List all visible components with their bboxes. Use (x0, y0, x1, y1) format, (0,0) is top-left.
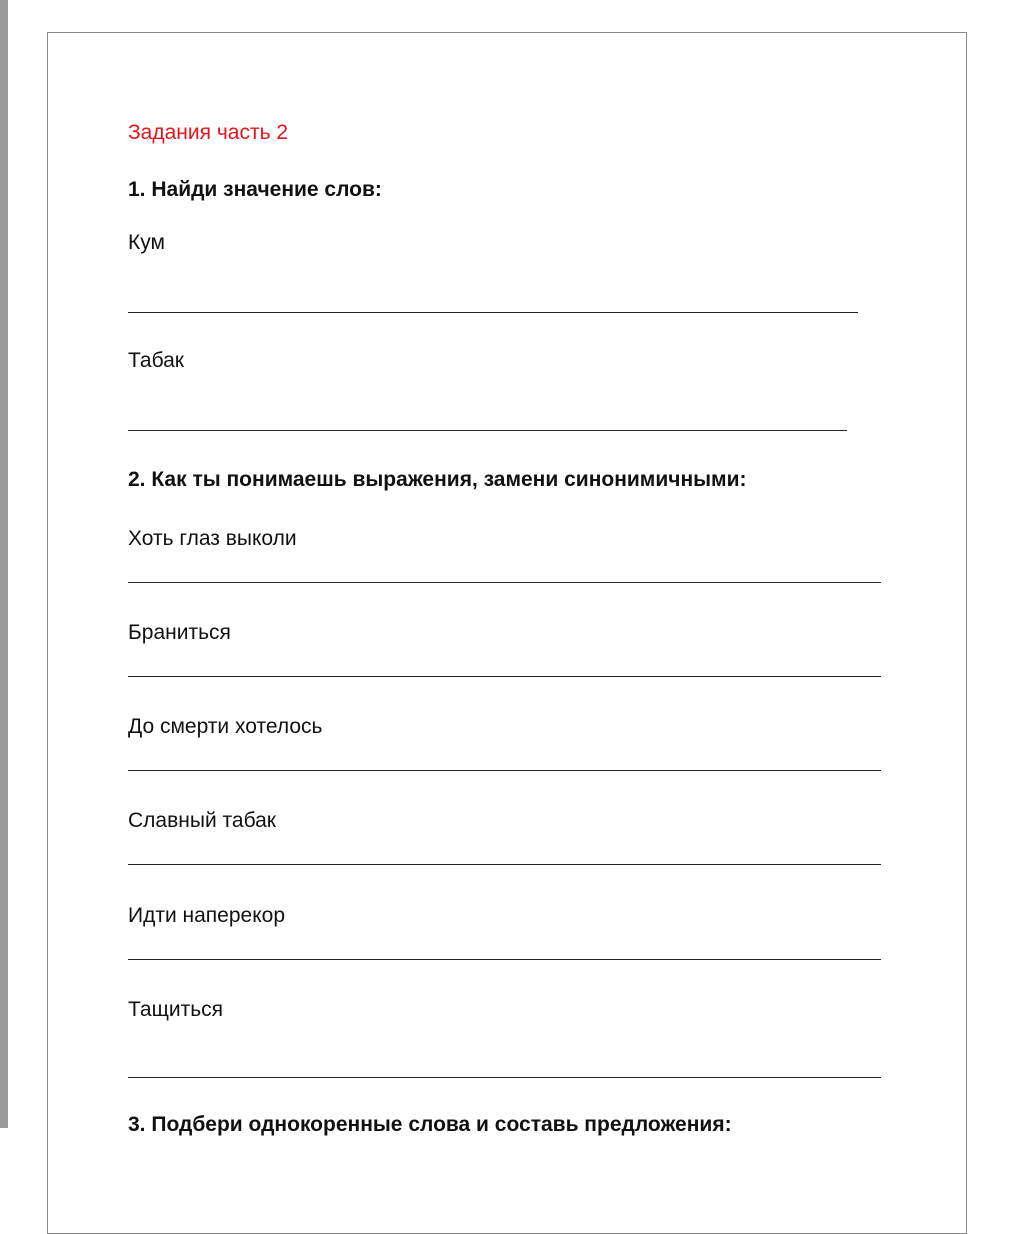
task2-heading: 2. Как ты понимаешь выражения, замени синонимичными: (128, 468, 747, 491)
answer-line (128, 312, 858, 313)
answer-line (128, 582, 881, 583)
phrase-item: Идти наперекор (128, 904, 285, 927)
viewer-side-bar (0, 0, 8, 1128)
section-title: Задания часть 2 (128, 121, 289, 144)
answer-line (128, 770, 881, 771)
phrase-item: Славный табак (128, 809, 276, 832)
task1-heading: 1. Найди значение слов: (128, 178, 382, 201)
phrase-item: Тащиться (128, 998, 224, 1021)
answer-line (128, 959, 881, 960)
phrase-item: До смерти хотелось (128, 715, 323, 738)
phrase-item: Браниться (128, 621, 231, 644)
answer-line (128, 1077, 881, 1078)
answer-line (128, 864, 881, 865)
word-item: Табак (128, 349, 184, 372)
answer-line (128, 676, 881, 677)
answer-line (128, 430, 847, 431)
word-item: Кум (128, 231, 165, 254)
task3-heading: 3. Подбери однокоренные слова и составь предложения: (128, 1113, 732, 1136)
phrase-item: Хоть глаз выколи (128, 527, 297, 550)
